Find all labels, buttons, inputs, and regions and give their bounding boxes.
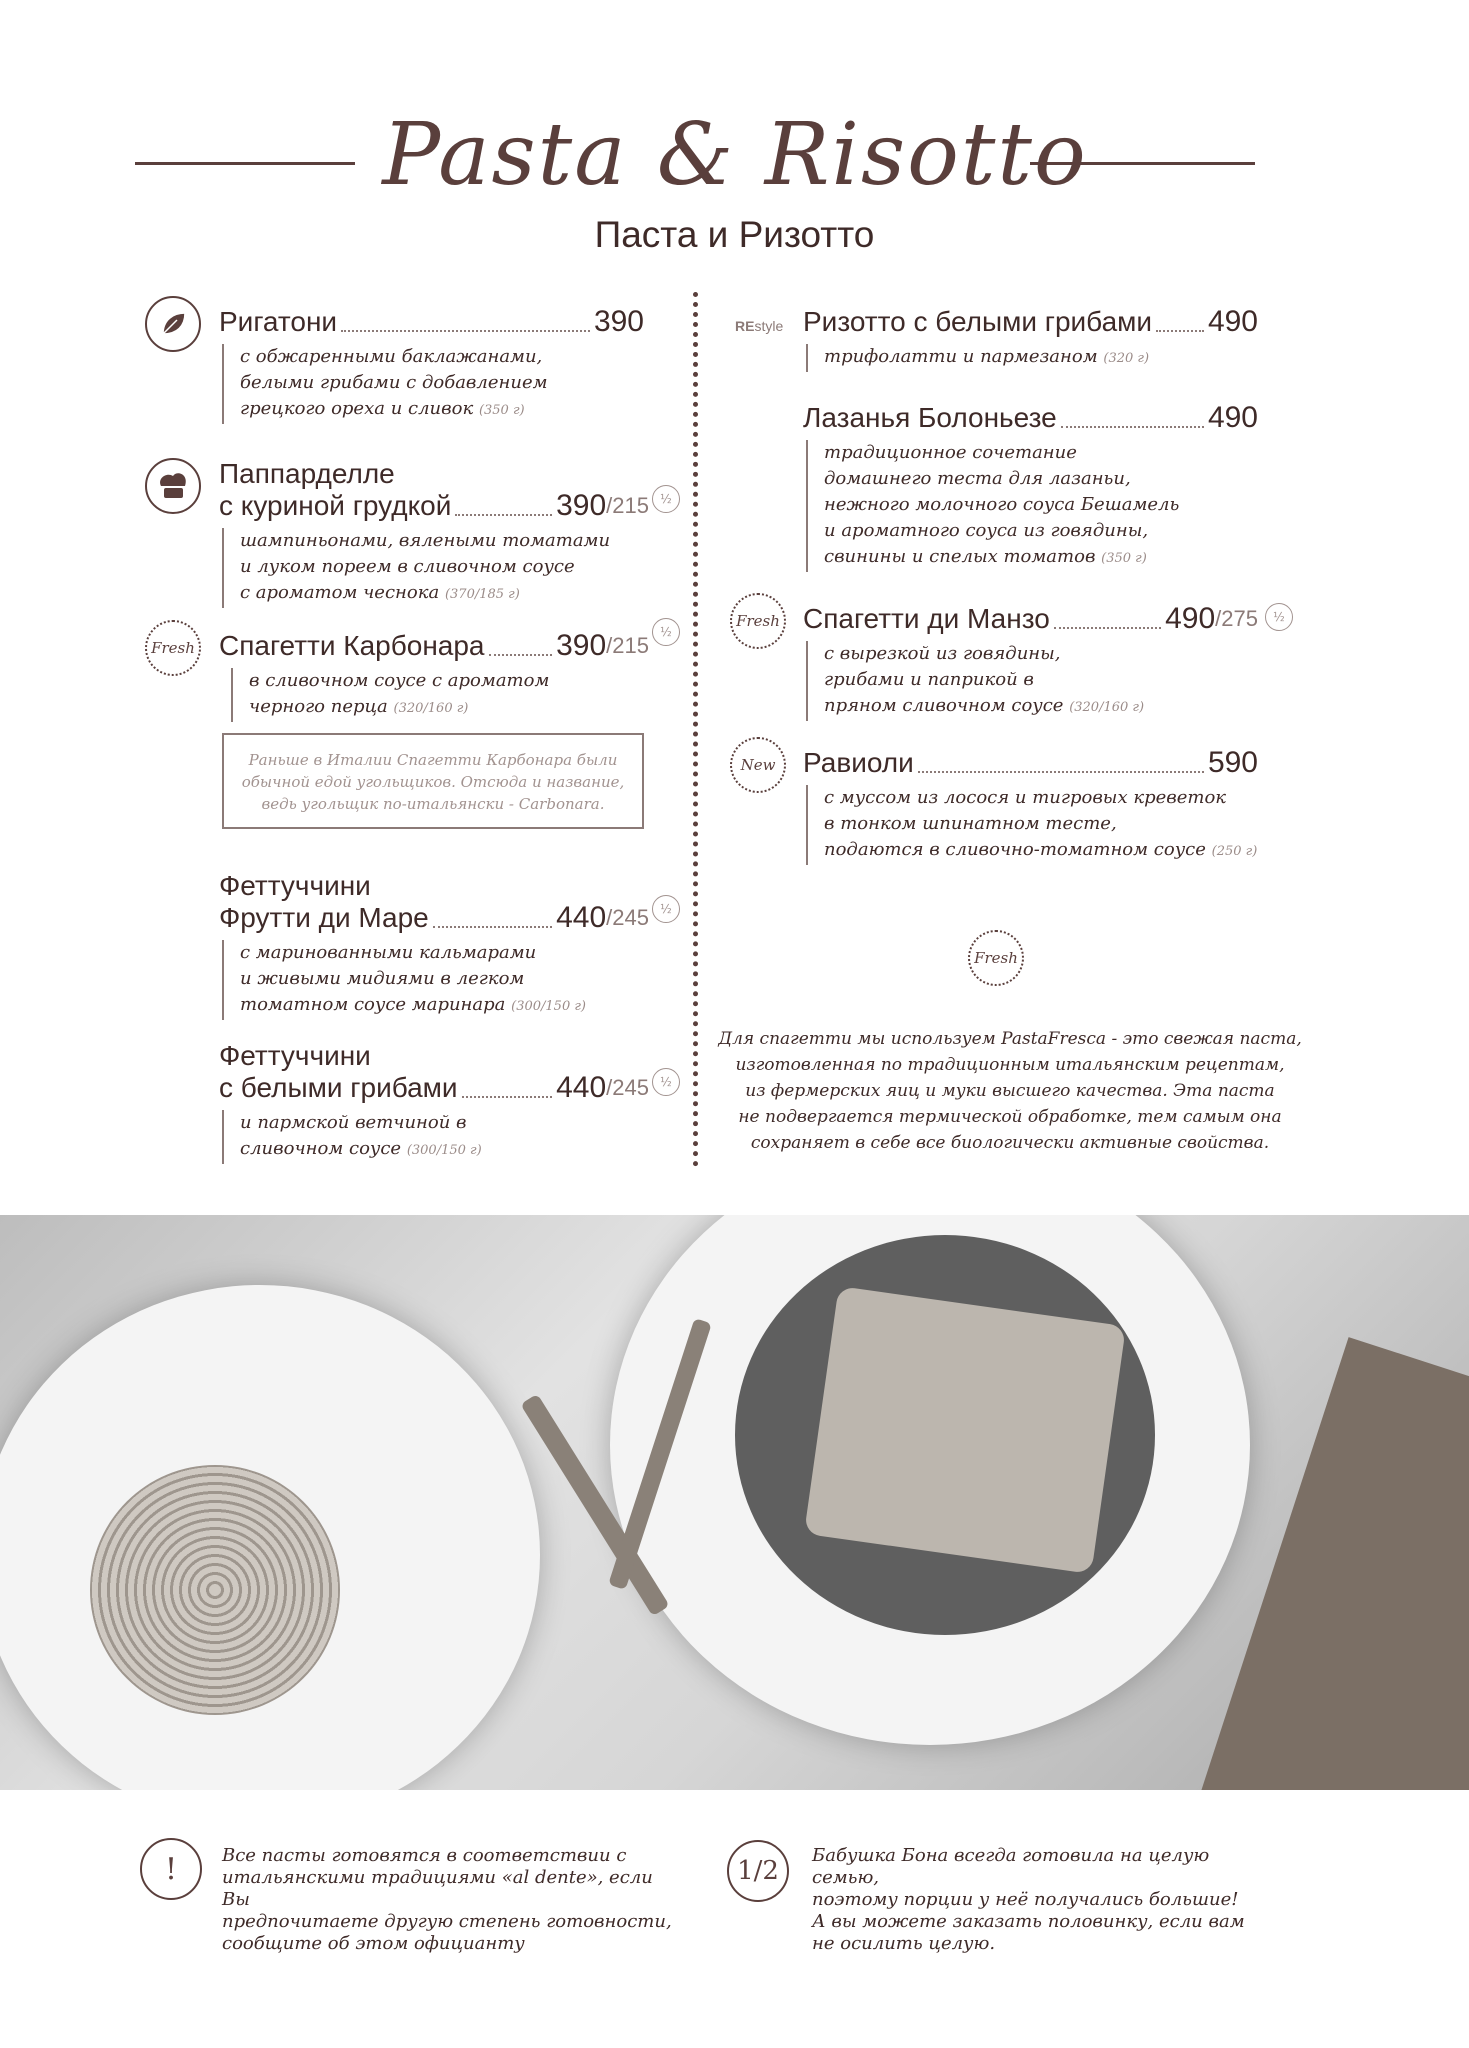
dot-leader [1054,627,1161,629]
item-description: и пармской ветчиной в сливочном соусе (300/150 г) [222,1110,649,1164]
item-price: 490 [1207,305,1258,338]
item-description: с вырезкой из говядины, грибами и паприкой в пряном сливочном соусе (320/160 г) [806,641,1258,721]
dot-leader [1061,426,1204,428]
item-name-line1: Паппарделле [219,458,395,489]
half-price: 215 [612,633,649,658]
item-weight: (350 г) [478,403,525,418]
page-title: Паста и Ризотто [594,214,875,255]
dot-leader [433,926,552,928]
food-photo [0,1215,1469,1790]
item-price: 440 [556,901,607,934]
item-price: 490 [1207,401,1258,434]
dot-leader [918,771,1204,773]
new-badge-icon: New [730,737,786,793]
item-weight: (300/150 г) [511,999,586,1014]
item-weight: (250 г) [1211,844,1258,859]
half-portion-icon: 1/2 [727,1840,789,1902]
restyle-badge: REstyle [735,318,784,334]
item-name: Фрутти ди Маре [219,902,429,933]
half-portion-icon: ½ [1265,603,1293,631]
item-price: 390 [556,629,607,662]
lasagna [804,1286,1126,1574]
half-portion-icon: ½ [652,895,680,923]
fresh-badge-icon: Fresh [968,930,1024,986]
al-dente-note: Все пасты готовятся в соответствии с итальянскими традициями «al dente», если Вы предпочитаете другую степень готовности, сообщите об этом официанту [222,1845,672,1954]
item-description: с муссом из лосося и тигровых креветок в тонком шпинатном тесте, подаются в сливочно-томатном соусе (250 г) [806,785,1258,865]
dot-leader [341,330,590,332]
fresh-badge-icon: Fresh [730,593,786,649]
item-price: 490 [1165,602,1216,635]
item-description: трифолатти и пармезаном (320 г) [806,344,1258,372]
item-name: с белыми грибами [219,1072,458,1103]
menu-item-carbonara[interactable]: Спагетти Карбонара 390 /215 в сливочном соусе с ароматом черного перца (320/160 г) [219,630,649,722]
leaf-icon [145,296,201,352]
item-weight: (300/150 г) [406,1143,482,1158]
item-name: Спагетти Карбонара [219,630,485,661]
item-weight: (370/185 г) [444,587,520,602]
item-name-line1: Феттуччини [219,1040,371,1071]
item-name: Лазанья Болоньезе [803,402,1057,433]
menu-item-fettuccine-porcini[interactable]: Феттуччини с белыми грибами 440 /245 и пармской ветчиной в сливочном соусе (300/150 г) [219,1040,649,1164]
menu-item-spaghetti-manzo[interactable]: Спагетти ди Манзо 490 /275 с вырезкой из говядины, грибами и паприкой в пряном сливочном соусе (320/160 г) [803,603,1258,721]
item-name: Равиоли [803,747,914,778]
chef-hat-icon [145,458,201,514]
item-description: с маринованными кальмарами и живыми мидиями в легком томатном соусе маринара (300/150 г) [222,940,649,1020]
pasta-fresca-note: Для спагетти мы используем PastaFresca - это свежая паста, изготовленная по традиционным итальянским рецептам, из фермерских яиц и муки высшего качества. Эта паста не подвергается термической обработке, тем самым она сохраняет в себе все биологически активные свойства. [718,1029,1302,1153]
half-portion-icon: ½ [652,485,680,513]
menu-item-risotto[interactable] [803,306,1258,372]
item-name-line1: Феттуччини [219,870,371,901]
item-name: Ригатони [219,306,338,337]
item-name: Ризотто с белыми грибами [803,306,1153,337]
half-price: 245 [612,1075,649,1100]
half-portion-note: Бабушка Бона всегда готовила на целую семью, поэтому порции у неё получались большие! А вы можете заказать половинку, если вам не осилить целую. [812,1845,1245,1954]
exclamation-icon: ! [140,1838,202,1900]
dot-leader [1156,330,1204,332]
dot-leader [455,514,552,516]
item-description: с обжаренными баклажанами, белыми грибами с добавлением грецкого ореха и сливок (350 г) [222,344,644,424]
fresh-badge-icon: Fresh [145,620,201,676]
item-description: шампиньонами, вялеными томатами и луком пореем в сливочном соусе с ароматом чеснока (370/185 г) [222,528,649,608]
item-weight: (320 г) [1103,351,1150,366]
item-price: 590 [1207,746,1258,779]
item-weight: (320/160 г) [393,701,469,716]
item-weight: (350 г) [1101,551,1147,566]
carbonara-note: Раньше в Италии Спагетти Карбонара были обычной едой угольщиков. Отсюда и название, ведь угольщик по-итальянски - Carbonara. [222,733,644,829]
pasta-dish [90,1465,340,1715]
column-divider [693,292,698,1167]
item-description: традиционное сочетание домашнего теста для лазаньи, нежного молочного соуса Бешамель и ароматного соуса из говядины, свинины и спелых томатов (350 г) [806,440,1258,572]
script-title: Pasta & Risotto [382,105,1088,205]
menu-item-pappardelle[interactable]: Паппарделле с куриной грудкой 390 /215 шампиньонами, вялеными томатами и луком пореем в сливочном соусе с ароматом чеснока (370/185 г) [219,458,649,608]
item-price: 440 [556,1071,607,1104]
half-portion-icon: ½ [652,1068,680,1096]
half-portion-icon: ½ [652,618,680,646]
dot-leader [489,654,553,656]
menu-item-lasagna[interactable] [803,402,1258,572]
half-price: 275 [1221,606,1258,631]
menu-item-ravioli[interactable] [803,747,1258,865]
item-description: в сливочном соусе с ароматом черного перца (320/160 г) [231,668,649,722]
half-price: 245 [612,905,649,930]
item-name: с куриной грудкой [219,490,452,521]
menu-item-rigatoni[interactable] [219,306,644,424]
header-rule-left [135,162,355,165]
item-name: Спагетти ди Манзо [803,603,1050,634]
item-price: 390 [593,305,644,338]
menu-item-fettuccine-frutti-di-mare[interactable]: Феттуччини Фрутти ди Маре 440 /245 с маринованными кальмарами и живыми мидиями в легком томатном соусе маринара (300/150 г) [219,870,649,1020]
half-price: 215 [612,493,649,518]
item-weight: (320/160 г) [1069,700,1145,715]
item-price: 390 [556,489,607,522]
dot-leader [462,1096,553,1098]
